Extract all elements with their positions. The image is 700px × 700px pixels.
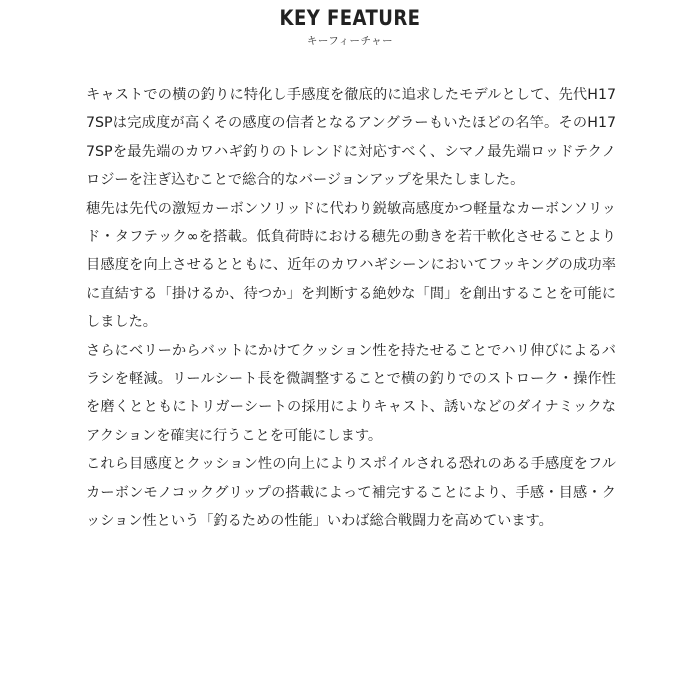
section-heading — [0, 4, 700, 48]
paragraph-2: 穂先は先代の激短カーボンソリッドに代わり鋭敏高感度かつ軽量なカーボンソリッド・タフテック∞を搭載。低負荷時における穂先の動きを若干軟化させることより目感度を向上させるとともに、近年のカワハギシーンにおいてフッキングの成功率に直結する「掛けるか、待つか」を判断する絶妙な「間」を創出することを可能にしました。 — [86, 200, 616, 331]
paragraph-1: キャストでの横の釣りに特化し手感度を徹底的に追求したモデルとして、先代H177SPは完成度が高くその感度の信者となるアングラーもいたほどの名竿。そのH177SPを最先端のカワハギ釣りのトレンドに対応すべく、シマノ最先端ロッドテクノロジーを注ぎ込むことで総合的なバージョンアップを果たしました。 — [86, 87, 616, 189]
feature-description — [86, 81, 616, 536]
paragraph-3: さらにベリーからバットにかけてクッション性を持たせることでハリ伸びによるバラシを軽減。リールシート長を微調整することで横の釣りでのストローク・操作性を磨くとともにトリガーシートの採用によりキャスト、誘いなどのダイナミックなアクションを確実に行うことを可能にします。 — [86, 342, 616, 444]
section-title: KEY FEATURE — [279, 6, 421, 30]
paragraph-4: これら目感度とクッション性の向上によりスポイルされる恐れのある手感度をフルカーボンモノコックグリップの搭載によって補完することにより、手感・目感・クッション性という「釣るための性能」いわば総合戦闘力を高めています。 — [86, 456, 616, 530]
section-subtitle: キーフィーチャー — [306, 35, 394, 47]
